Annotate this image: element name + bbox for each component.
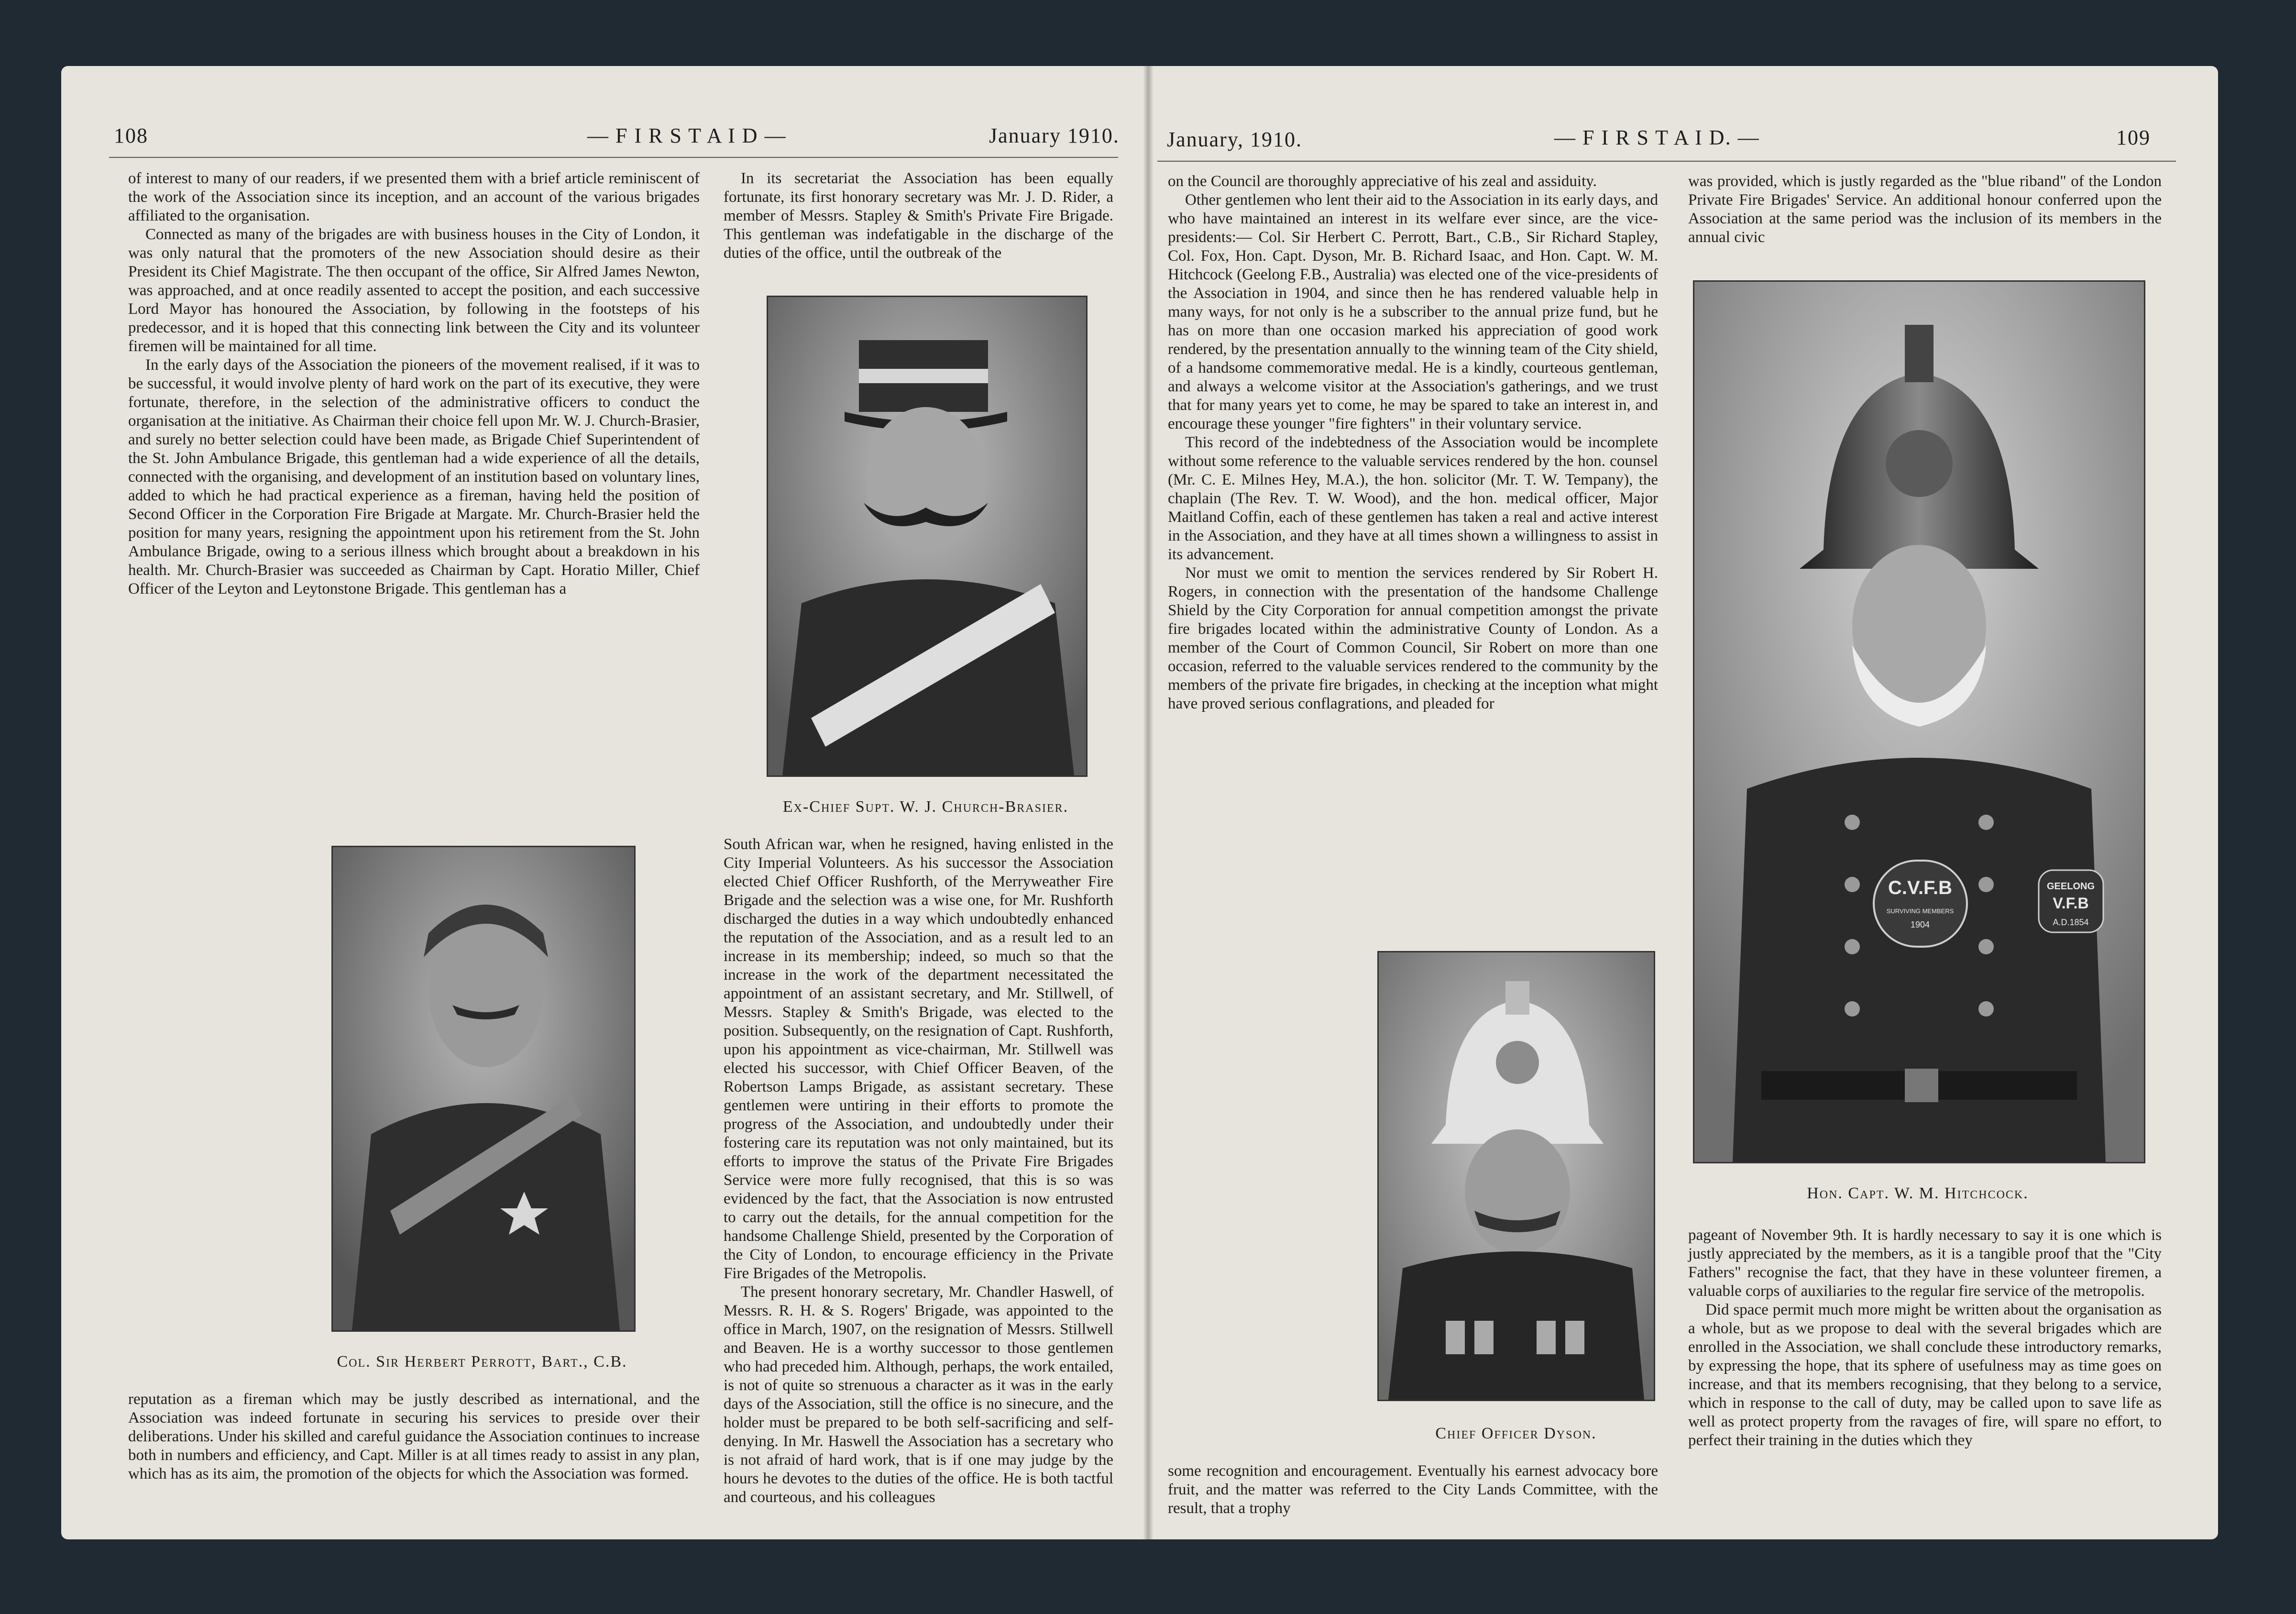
page-number: 109 [2116, 126, 2151, 149]
column-4 [1688, 172, 2162, 247]
column-3 [1168, 172, 1658, 713]
left-page [61, 66, 1148, 1539]
header-rule [109, 157, 1118, 158]
right-page [1148, 66, 2218, 1539]
column-4-bottom [1688, 1226, 2162, 1450]
running-title: — F I R S T A I D. — [1554, 126, 1760, 149]
magazine-spread [61, 66, 2218, 1539]
paragraph: Did space permit much more might be written about the organisation as a whole, but as we propose to deal with the several brigades which are enrolled in the Association, we shall conclude these introductory remarks, by expressing the hope, that its sphere of usefulness may as time goes on increase, and that its members recognising, that they belong to a service, which in response to the call of duty, may be called upon to save life as well as protect property from the ravages of fire, will spare no effort, to perfect their training in the duties which they [1688, 1301, 2162, 1449]
right-header [1167, 123, 2171, 157]
badge-text-3: 1904 [1910, 920, 1930, 929]
caption-hitchcock: Hon. Capt. W. M. Hitchcock. [1807, 1184, 2029, 1202]
caption-church-brasier: Ex-Chief Supt. W. J. Church-Brasier. [782, 798, 1069, 816]
running-title: — F I R S T A I D — [587, 124, 787, 147]
paragraph: South African war, when he resigned, having enlisted in the City Imperial Volunteers. As his successor the Association elected Chief Officer Rushforth, of the Merryweather Fire Brigade and the selection was a wise one, for Mr. Rushforth discharged the duties in a way which undoubtedly enhanced the reputation of the Association, and as a result led to an increase in its membership; indeed, so much so that the increase in the work of the department necessitated the appointment of an assistant secretary, and Mr. Stillwell, of Messrs. Stapley & Smith's Brigade, was elected to the position. Subsequently, on the resignation of Capt. Rushforth, upon his appointment as vice-chairman, Mr. Stillwell was elected his successor, with Chief Officer Beaven, of the Robertson Lamps Brigade, as assistant secretary. These gentlemen were untiring in their efforts to promote the progress of the Association, and undoubtedly under their fostering care its reputation was not only maintained, but its efforts to improve the status of the Private Fire Brigades Service were more fully recognised, that this is so was evidenced by the fact, that the Association is now entrusted to carry out the details, for the annual competition for the handsome Challenge Shield, presented by the Corporation of the City of London, to encourage efficiency in the Private Fire Brigades of the Metropolis. [724, 836, 1113, 1282]
paragraph: of interest to many of our readers, if we presented them with a brief article reminiscent of the work of the Association since its inception, and an account of the various brigades affiliated to the organisation. [128, 170, 700, 224]
paragraph: pageant of November 9th. It is hardly necessary to say it is one which is justly appreciated by the members, as it is a tangible proof that the "City Fathers" recognise the fact, that they have in these volunteer firemen, a valuable corps of auxiliaries to the regular fire service of the metropolis. [1688, 1227, 2162, 1300]
paragraph: on the Council are thoroughly appreciative of his zeal and assiduity. [1168, 173, 1597, 190]
sleeve-badge-text-1: GEELONG [2046, 881, 2095, 892]
column-1 [128, 169, 700, 598]
photo-perrott [331, 846, 636, 1332]
column-2-bottom [724, 835, 1113, 1507]
paragraph: This record of the indebtedness of the Association would be incomplete without some reference to the valuable services rendered by the hon. counsel (Mr. C. E. Milnes Hey, M.A.), the hon. solicitor (Mr. T. W. Tempany), the chaplain (The Rev. T. W. Wood), and the hon. medical officer, Major Maitland Coffin, each of these gentlemen has taken a real and active interest in the Association, and they have at all times shown a willingness to assist in its advancement. [1168, 434, 1658, 563]
paragraph: In the early days of the Association the pioneers of the movement realised, if it was to be successful, it would involve plenty of hard work on the part of its executive, they were fortunate, therefore, in the selection of the administrative officers to conduct the organisation at the initiative. As Chairman their choice fell upon Mr. W. J. Church-Brasier, and surely no better selection could have been made, as Brigade Chief Superintendent of the St. John Ambulance Brigade, this gentleman had a wide experience of all the details, connected with the organising, and development of an institution based on voluntary lines, added to which he had practical experience as a fireman, having held the position of Second Officer in the Corporation Fire Brigade at Margate. Mr. Church-Brasier held the position for many years, resigning the appointment upon his retirement from the St. John Ambulance Brigade, owing to a serious illness which brought about a breakdown in his health. Mr. Church-Brasier was succeeded as Chairman by Capt. Horatio Miller, Chief Officer of the Leyton and Leytonstone Brigade. This gentleman has a [128, 356, 700, 597]
sleeve-badge-text-2: V.F.B [2053, 895, 2089, 912]
paragraph: The present honorary secretary, Mr. Chandler Haswell, of Messrs. R. H. & S. Rogers' Brigade, was appointed to the office in March, 1907, on the resignation of Messrs. Stillwell and Beaven. He is a worthy successor to those gentlemen who had preceded him. Although, perhaps, the work entailed, is not of quite so strenuous a character as it was in the early days of the Association, still the office is no sinecure, and the holder must be prepared to be both self-sacrificing and self-denying. In Mr. Haswell the Association has a secretary who is not afraid of hard work, that is if one may judge by the hours he devotes to the duties of the office. He is both tactful and courteous, and his colleagues [724, 1283, 1113, 1506]
column-3-bottom [1168, 1462, 1658, 1518]
paragraph: some recognition and encouragement. Eventually his earnest advocacy bore fruit, and the matter was referred to the City Lands Committee, with the result, that a trophy [1168, 1462, 1658, 1517]
photo-hitchcock [1693, 280, 2145, 1163]
issue-date: January, 1910. [1167, 128, 1302, 151]
badge-text-1: C.V.F.B [1888, 877, 1953, 898]
paragraph: Other gentlemen who lent their aid to the Association in its early days, and who have maintained an interest in its welfare ever since, are the vice-presidents:— Col. Sir Herbert C. Perrott, Bart., C.B., Sir Richard Stapley, Col. Fox, Hon. Capt. Dyson, Mr. B. Richard Isaac, and Hon. Capt. W. M. Hitchcock (Geelong F.B., Australia) was elected one of the vice-presidents of the Association in 1904, and since then he has rendered valuable help in many ways, for not only is he a subscriber to the annual prize fund, but he has on more than one occasion marked his appreciation of good work rendered, by the presentation annually to the winning team of the City shield, of a handsome commemorative medal. He is a kindly, courteous gentleman, and always a welcome visitor at the Association's gatherings, and we trust that for many years yet to come, he may be spared to take an interest in, and encourage these younger "fire fighters" in their voluntary service. [1168, 191, 1658, 432]
column-2 [724, 169, 1113, 263]
badge-text-2: SURVIVING MEMBERS [1886, 907, 1954, 915]
caption-dyson: Chief Officer Dyson. [1435, 1425, 1597, 1442]
photo-dyson [1377, 951, 1655, 1401]
paragraph: was provided, which is justly regarded as the "blue riband" of the London Private Fire Brigades' Service. An additional honour conferred upon the Association at the same period was the inclusion of its members in the annual civic [1688, 173, 2162, 246]
caption-perrott: Col. Sir Herbert Perrott, Bart., C.B. [337, 1353, 627, 1371]
sleeve-badge-text-3: A.D.1854 [2053, 918, 2089, 927]
issue-date: January 1910. [989, 124, 1120, 147]
gutter-shadow [1143, 66, 1153, 1539]
paragraph: reputation as a fireman which may be justly described as international, and the Association was indeed fortunate in securing his services to preside over their deliberations. Under his skilled and careful guidance the Association continues to increase both in numbers and efficiency, and Capt. Miller is at all times ready to assist in any plan, which has as its aim, the promotion of the objects for which the Association was formed. [128, 1391, 700, 1482]
header-rule [1157, 161, 2176, 162]
paragraph: Connected as many of the brigades are with business houses in the City of London, it was only natural that the promoters of the new Association should desire as their President its Chief Magistrate. The then occupant of the office, Sir Alfred James Newton, was approached, and at once readily assented to accept the position, and each successive Lord Mayor has honoured the Association, by following in the footsteps of his predecessor, and it is hoped that this connecting link between the City and its volunteer firemen will be maintained for all time. [128, 226, 700, 355]
column-1-bottom [128, 1390, 700, 1483]
left-header [114, 123, 1120, 157]
page-number: 108 [114, 124, 148, 147]
paragraph: In its secretariat the Association has been equally fortunate, its first honorary secretary was Mr. J. D. Rider, a member of Messrs. Stapley & Smith's Private Fire Brigade. This gentleman was indefatigable in the discharge of the duties of the office, until the outbreak of the [724, 170, 1113, 262]
paragraph: Nor must we omit to mention the services rendered by Sir Robert H. Rogers, in connection with the presentation of the handsome Challenge Shield by the City Corporation for annual competition amongst the private fire brigades located within the administrative County of London. As a member of the Court of Common Council, Sir Robert on more than one occasion, referred to the valuable services rendered to the community by the members of the private fire brigades, in checking at the inception what might have proved serious conflagrations, and pleaded for [1168, 564, 1658, 712]
photo-church-brasier [767, 296, 1088, 777]
